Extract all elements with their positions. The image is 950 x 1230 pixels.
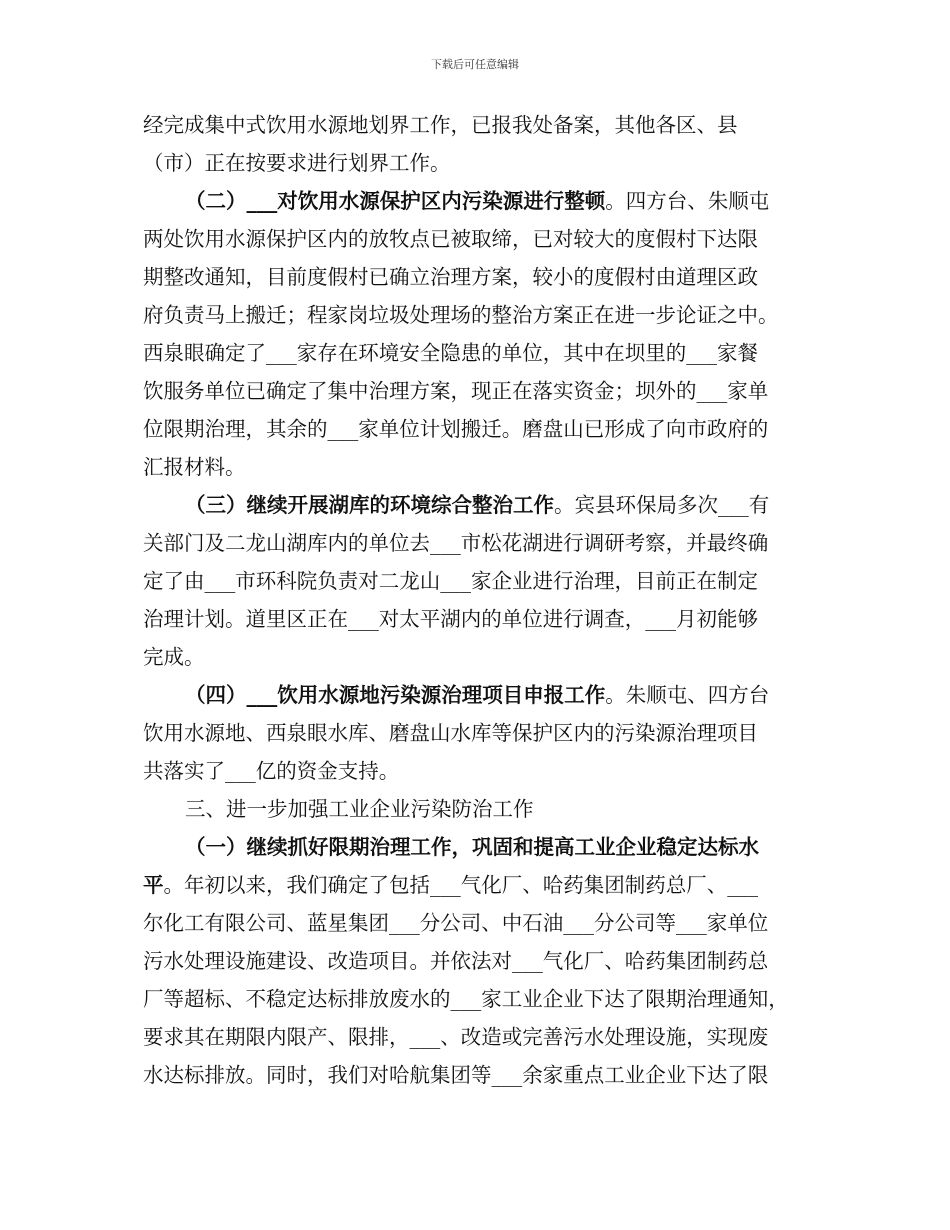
text-line: 关部门及二龙山湖库内的单位去___市松花湖进行调研考察，并最终确 bbox=[143, 531, 769, 555]
section-heading-line: （三）继续开展湖库的环境综合整治工作。宾县环保局多次___有 bbox=[185, 493, 770, 517]
text-line: 汇报材料。 bbox=[143, 455, 246, 479]
document-body bbox=[143, 106, 808, 1094]
text-line: 定了由___市环科院负责对二龙山___家企业进行治理，目前正在制定 bbox=[143, 569, 758, 593]
text-line: 期整改通知，目前度假村已确立治理方案，较小的度假村由道理区政 bbox=[143, 265, 758, 289]
section-heading-line: （四）___饮用水源地污染源治理项目申报工作。朱顺屯、四方台 bbox=[185, 683, 770, 707]
text-line: 要求其在期限内限产、限排，___、改造或完善污水处理设施，实现废 bbox=[143, 1025, 769, 1049]
text-line: 西泉眼确定了___家存在环境安全隐患的单位，其中在坝里的___家餐 bbox=[143, 341, 758, 365]
text-line: 尔化工有限公司、蓝星集团___分公司、中石油___分公司等___家单位 bbox=[143, 911, 769, 935]
section-heading-line bbox=[143, 828, 808, 866]
text-line: 完成。 bbox=[143, 645, 205, 669]
text-line: （市）正在按要求进行划界工作。 bbox=[143, 151, 451, 175]
text-line: 经完成集中式饮用水源地划界工作，已报我处备案，其他各区、县 bbox=[143, 113, 738, 137]
chapter-heading-line: 三、进一步加强工业企业污染防治工作 bbox=[185, 797, 534, 821]
bold-heading: （一）继续抓好限期治理工作，巩固和提高工业企业稳定达标水 bbox=[185, 835, 759, 859]
text-line: 两处饮用水源保护区内的放牧点已被取缔，已对较大的度假村下达限 bbox=[143, 227, 758, 251]
text-line: 位限期治理，其余的___家单位计划搬迁。磨盘山已形成了向市政府的 bbox=[143, 417, 769, 441]
text-line: 饮服务单位已确定了集中治理方案，现正在落实资金；坝外的___家单 bbox=[143, 379, 769, 403]
page-header: 下载后可任意编辑 bbox=[431, 58, 519, 71]
text-line: 治理计划。道里区正在___对太平湖内的单位进行调查，___月初能够 bbox=[143, 607, 758, 631]
text-line: 水达标排放。同时，我们对哈航集团等___余家重点工业企业下达了限 bbox=[143, 1063, 769, 1087]
section-heading-line: （二）___对饮用水源保护区内污染源进行整顿。四方台、朱顺屯 bbox=[185, 189, 770, 213]
bold-heading: 平 bbox=[143, 873, 164, 897]
text-line: 共落实了___亿的资金支持。 bbox=[143, 759, 400, 783]
bold-heading: （三）继续开展湖库的环境综合整治工作 bbox=[185, 493, 554, 517]
bold-heading: （四）___饮用水源地污染源治理项目申报工作 bbox=[185, 683, 606, 707]
text-line: 府负责马上搬迁；程家岗垃圾处理场的整治方案正在进一步论证之中。 bbox=[143, 303, 779, 327]
text-line: 污水处理设施建设、改造项目。并依法对___气化厂、哈药集团制药总 bbox=[143, 949, 769, 973]
text-line: 厂等超标、不稳定达标排放废水的___家工业企业下达了限期治理通知， bbox=[143, 987, 789, 1011]
section-heading-line: 平。年初以来，我们确定了包括___气化厂、哈药集团制药总厂、___ bbox=[143, 873, 758, 897]
bold-heading: （二）___对饮用水源保护区内污染源进行整顿 bbox=[185, 189, 606, 213]
text-line: 饮用水源地、西泉眼水库、磨盘山水库等保护区内的污染源治理项目 bbox=[143, 721, 758, 745]
